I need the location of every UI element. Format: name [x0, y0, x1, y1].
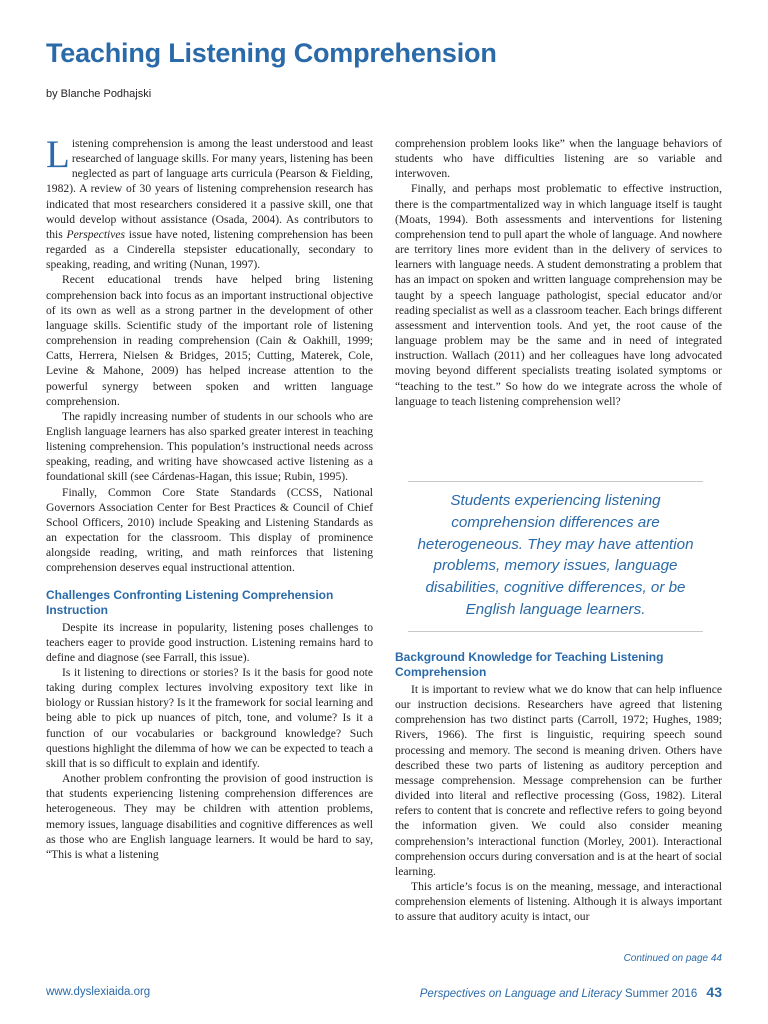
right-column-bottom	[395, 650, 722, 925]
footer-journal-info	[420, 984, 722, 1000]
challenges-heading: Challenges Confronting Listening Comprehension Instruction	[46, 587, 334, 617]
challenges-paragraph-2: Is it listening to directions or stories? Is it the basis for good note taking during complex lectures involving expository text like in biology or Russian history? Is it the framework for social learning and being able to pick up nuances of pitch, tone, and volume? Is it a function of our vocabularies or background knowledge? Such questions highlight the dilemma of how we can be expected to teach a skill that is so difficult to explain and identify.	[46, 666, 373, 770]
page-number: 43	[706, 984, 722, 1000]
background-paragraph-1: It is important to review what we do know that can help influence our instruction decisions. Researchers have agreed that listening comprehension has two distinct parts (Carroll, 1972; Hughes, 1989; Rivers, 1966). The first is linguistic, requiring speech sound processing and memory. The second is meaning driven. Others have described these two parts of listening as auditory perception and message comprehension. Message comprehension can be further divided into literal and reflective processing (Goss, 1982). Literal refers to content that is concrete and reflective refers to going beyond the information given. We could also consider meaning comprehension’s interactional function (Morley, 2001). Interactional comprehension occurs during conversation and is at the heart of social learning.	[395, 683, 722, 878]
pull-quote: Students experiencing listening comprehension differences are heterogeneous. They may have attention problems, memory issues, language disabilities, cognitive differences, or be English language learners.	[408, 481, 703, 632]
journal-name: Perspectives on Language and Literacy	[419, 988, 622, 1000]
challenges-paragraph-3-continued: comprehension problem looks like” when the language behaviors of students who have difficulties listening are so variable and interwoven.	[395, 137, 722, 181]
left-column	[46, 133, 373, 862]
byline: by Blanche Podhajski	[46, 88, 152, 100]
article-title: Teaching Listening Comprehension	[46, 38, 497, 68]
challenges-paragraph-4: Finally, and perhaps most problematic to effective instruction, there is the compartmentalized way in which language itself is taught (Moats, 1994). Both assessments and interventions for listening comprehension tend to pull apart the whole of language. And nowhere are territory lines more evident than in the delivery of services to learners with language needs. A student demonstrating a problem that has an impact on spoken and written language comprehension may be taught by a speech language pathologist, special educator and/or reading specialist as well as a classroom teacher. Each brings different assessment and intervention tools. And yet, the root cause of the language problem may be the same and in need of integrated instruction. Wallach (2011) and her colleagues have long advocated moving beyond different specialists treating isolated symptoms or “teaching to the test.” So how do we integrate across the whole of language to teach listening comprehension well?	[395, 182, 722, 408]
intro-paragraph-1: Listening comprehension is among the least understood and least researched of language skills. For many years, listening has been neglected as part of language arts curricula (Pearson & Fielding, 1982). A review of 30 years of listening comprehension research has indicated that most researchers considered it a passive skill, one that would develop without assistance (Osada, 2004). As contributors to this Perspectives issue have noted, listening comprehension has been regarded as a Cinderella stepsister educationally, secondary to speaking, reading, and writing (Nunan, 1997).	[46, 133, 373, 272]
intro-paragraph-4: Finally, Common Core State Standards (CCSS, National Governors Association Center for Best Practices & Council of Chief School Officers, 2010) include Speaking and Listening Standards as an expectation for the classroom. This display of prominence alongside reading, writing, and math reinforces that listening comprehension deserves equal instructional attention.	[46, 485, 373, 575]
intro-paragraph-3: The rapidly increasing number of students in our schools who are English language learners has also sparked greater interest in teaching listening comprehension. This population’s instructional needs across speaking, reading, and writing have showcased active listening as a foundational skill (see Cárdenas-Hagan, this issue; Rubin, 1995).	[46, 409, 373, 484]
right-column-top	[395, 136, 722, 409]
challenges-paragraph-3: Another problem confronting the provision of good instruction is that students experiencing listening comprehension differences are heterogeneous. They may be children with attention problems, memory issues, language disabilities and cognitive differences as well as those who are English language learners. It would be hard to say, “This is what a listening	[46, 772, 373, 861]
footer-url-link[interactable]: www.dyslexiaida.org	[46, 986, 151, 998]
intro-paragraph-2: Recent educational trends have helped bring listening comprehension back into focus as an important instructional objective of its own as well as a strong partner in the development of other language skills. Scientific study of the important role of listening comprehension in reading comprehension (Cain & Oakhill, 1999; Catts, Herrera, Nielsen & Bridges, 2015; Cutting, Materek, Cole, Levine & Mahone, 2009) has helped increase attention to the powerful synergy between spoken and written language comprehension.	[46, 273, 373, 408]
journal-issue: Summer 2016	[624, 988, 698, 1000]
challenges-paragraph-1: Despite its increase in popularity, listening poses challenges to teachers eager to provide good instruction. Listening remains hard to define and diagnose (see Farrall, this issue).	[46, 620, 373, 664]
background-paragraph-2: This article’s focus is on the meaning, message, and interactional comprehension elements of listening. Although it is always important to assure that auditory acuity is intact, our	[395, 880, 722, 924]
perspectives-emphasis: Perspectives	[66, 227, 126, 241]
continued-note: Continued on page 44	[623, 953, 722, 964]
background-heading: Background Knowledge for Teaching Listening Comprehension	[395, 650, 664, 679]
drop-cap: L	[46, 133, 70, 176]
